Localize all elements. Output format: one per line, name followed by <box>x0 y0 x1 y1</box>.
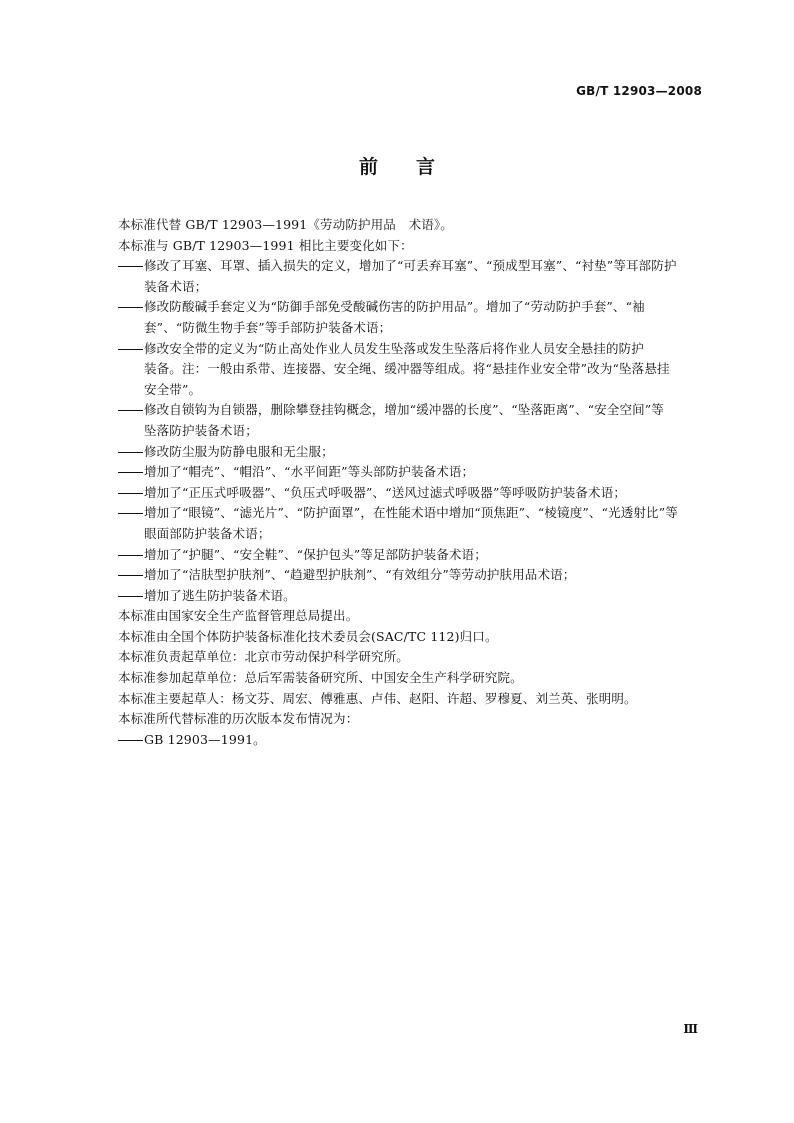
change-line: 修改防尘服为防静电服和无尘服； <box>144 443 334 459</box>
statement-history-intro: 本标准所代替标准的历次版本发布情况为： <box>118 711 359 727</box>
dash-marker <box>118 730 144 751</box>
change-line: 增加了“洁肤型护肤剂”、“趋避型护肤剂”、“有效组分”等劳动护肤用品术语； <box>144 567 576 583</box>
change-item <box>118 339 708 401</box>
change-line: 坠落防护装备术语； <box>144 422 258 438</box>
title-char-2: 言 <box>416 156 436 178</box>
change-line: 增加了“帽壳”、“帽沿”、“水平间距”等头部防护装备术语； <box>144 464 475 480</box>
dash-marker <box>118 503 144 524</box>
dash-marker <box>118 545 144 566</box>
change-line: 增加了“正压式呼吸器”、“负压式呼吸器”、“送风过滤式呼吸器”等呼吸防护装备术语； <box>144 484 626 500</box>
change-item <box>118 256 708 297</box>
statement-proposer: 本标准由国家安全生产监督管理总局提出。 <box>118 608 359 624</box>
change-item <box>118 586 708 607</box>
change-item <box>118 565 708 586</box>
change-line: 安全带”。 <box>144 381 202 397</box>
statement-authors: 本标准主要起草人：杨文芬、周宏、傅雅惠、卢伟、赵阳、许超、罗穆夏、刘兰英、张明明。 <box>118 690 637 706</box>
title-char-1: 前 <box>358 156 378 178</box>
dash-marker <box>118 483 144 504</box>
change-line: 修改安全带的定义为“防止高处作业人员发生坠落或发生坠落后将作业人员安全悬挂的防护 <box>144 340 644 356</box>
statement-committee: 本标准由全国个体防护装备标准化技术委员会(SAC/TC 112)归口。 <box>118 628 498 644</box>
dash-marker <box>118 297 144 318</box>
dash-marker <box>118 442 144 463</box>
dash-marker <box>118 339 144 360</box>
change-line: 修改了耳塞、耳罩、插入损失的定义，增加了“可丢弃耳塞”、“预成型耳塞”、“衬垫”等耳部防护 <box>144 258 677 274</box>
statement-participants: 本标准参加起草单位：总后军需装备研究所、中国安全生产科学研究院。 <box>118 670 523 686</box>
dash-marker <box>118 462 144 483</box>
change-item <box>118 462 708 483</box>
page-title <box>0 152 794 179</box>
history-line: GB 12903—1991。 <box>144 731 266 747</box>
change-item <box>118 503 708 544</box>
dash-marker <box>118 586 144 607</box>
change-item <box>118 400 708 441</box>
dash-marker <box>118 565 144 586</box>
intro-line: 本标准与 GB/T 12903—1991 相比主要变化如下： <box>118 237 413 253</box>
change-item <box>118 545 708 566</box>
history-item <box>118 730 708 751</box>
change-line: 增加了“眼镜”、“滤光片”、“防护面罩”，在性能术语中增加“顶焦距”、“棱镜度”、“光透射比”等 <box>144 505 678 521</box>
change-line: 装备。注：一般由系带、连接器、安全绳、缓冲器等组成。将“悬挂作业安全带”改为“坠落悬挂 <box>144 361 670 377</box>
intro-line: 本标准代替 GB/T 12903—1991《劳动防护用品 术语》。 <box>118 217 453 232</box>
change-line: 增加了逃生防护装备术语。 <box>144 587 296 603</box>
change-line: 眼面部防护装备术语； <box>144 525 271 541</box>
page-number: Ⅲ <box>683 1022 698 1036</box>
change-line: 装备术语； <box>144 278 208 294</box>
change-line: 修改防酸碱手套定义为“防御手部免受酸碱伤害的防护用品”。增加了“劳动防护手套”、“袖 <box>144 299 645 315</box>
change-line: 修改自锁钩为自锁器，删除攀登挂钩概念，增加“缓冲器的长度”、“坠落距离”、“安全空间”等 <box>144 402 664 418</box>
standard-code: GB/T 12903—2008 <box>576 84 702 98</box>
foreword-body <box>118 215 708 750</box>
change-item <box>118 297 708 338</box>
dash-marker <box>118 400 144 421</box>
change-item <box>118 442 708 463</box>
dash-marker <box>118 256 144 277</box>
change-line: 增加了“护腿”、“安全鞋”、“保护包头”等足部防护装备术语； <box>144 546 487 562</box>
change-line: 套”、“防微生物手套”等手部防护装备术语； <box>144 319 392 335</box>
statement-lead-drafter: 本标准负责起草单位：北京市劳动保护科学研究所。 <box>118 649 409 665</box>
change-item <box>118 483 708 504</box>
